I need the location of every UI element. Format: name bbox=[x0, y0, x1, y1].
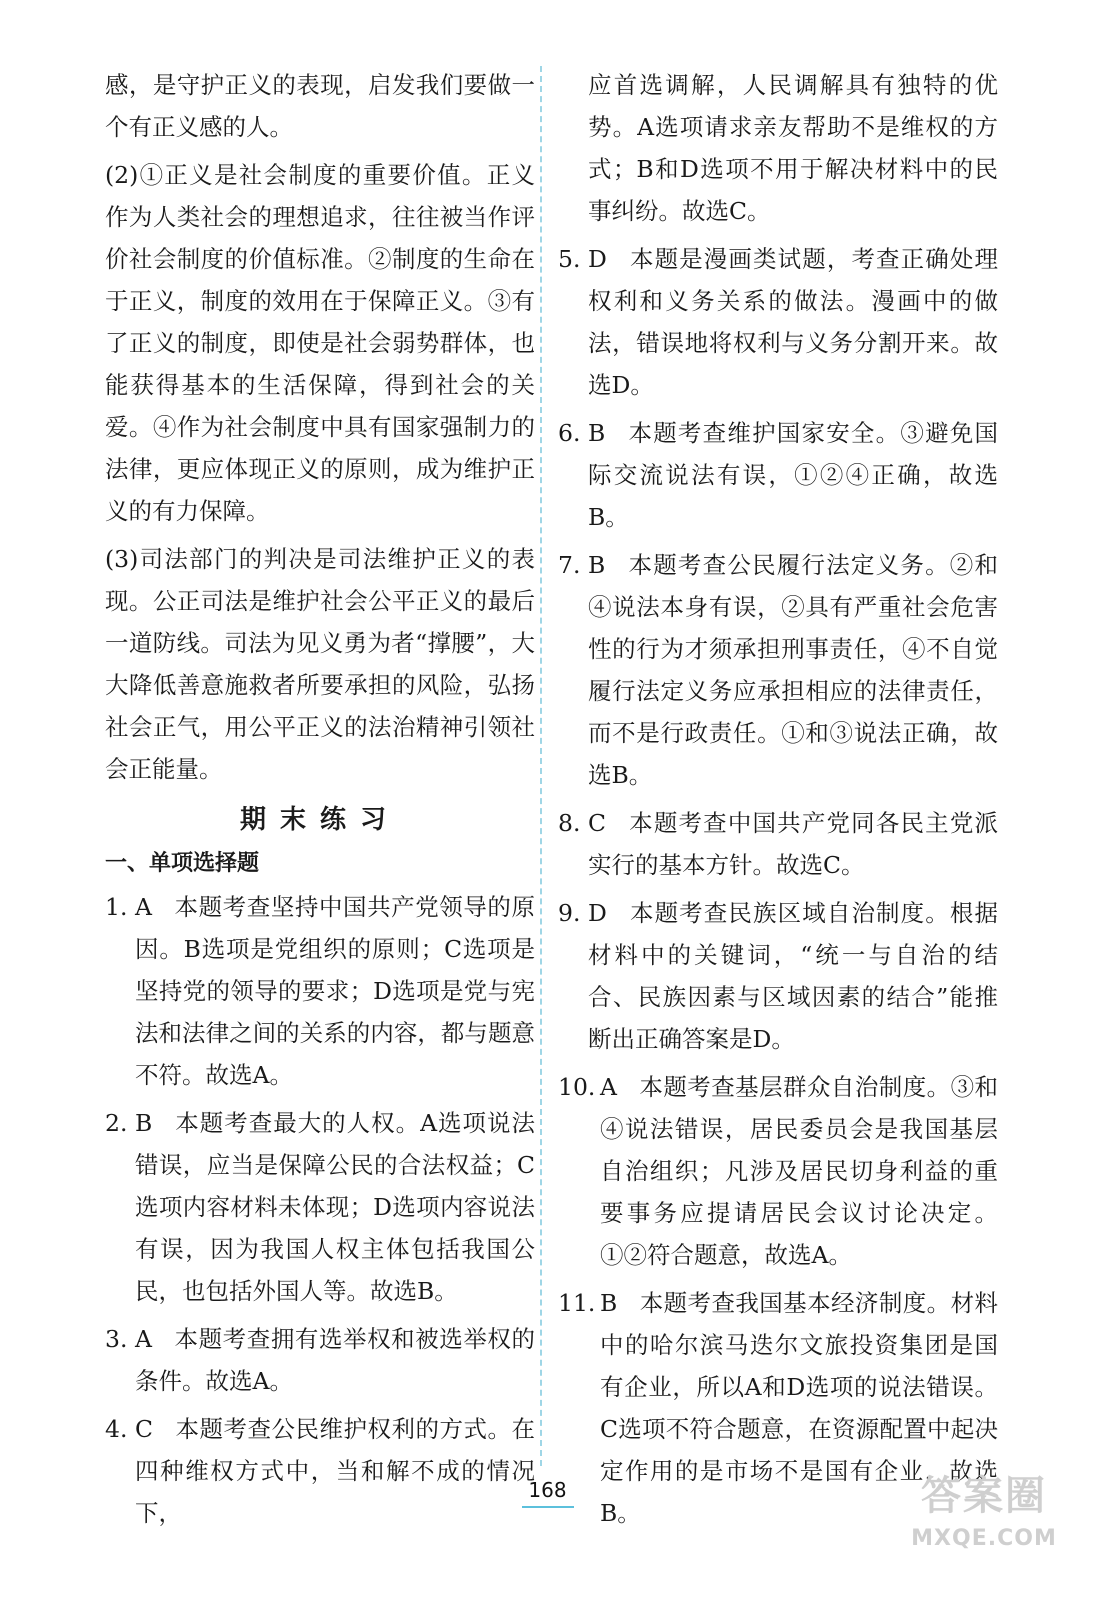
item-answer: D bbox=[588, 899, 607, 927]
item-answer: C bbox=[588, 809, 606, 837]
item-answer: A bbox=[135, 1325, 152, 1353]
right-column bbox=[558, 64, 998, 1540]
item-explanation: 本题考查最大的人权。A选项说法错误，应当是保障公民的合法权益；C选项内容材料未体现；D选项内容说法有误，因为我国人权主体包括我国公民，也包括外国人等。故选B。 bbox=[135, 1109, 535, 1305]
item-answer: B bbox=[135, 1109, 153, 1137]
item-number: 11. bbox=[558, 1289, 596, 1317]
answer-part-2: (2)①正义是社会制度的重要价值。正义作为人类社会的理想追求，往往被当作评价社会制度的价值标准。②制度的生命在于正义，制度的效用在于保障正义。③有了正义的制度，即使是社会弱势群体，也能获得基本的生活保障，得到社会的关爱。④作为社会制度中具有国家强制力的法律，更应体现正义的原则，成为维护正义的有力保障。 bbox=[105, 161, 535, 525]
item-number: 8. bbox=[558, 809, 581, 837]
item-explanation: 本题考查公民履行法定义务。②和④说法本身有误，②具有严重社会危害性的行为才须承担刑事责任，④不自觉履行法定义务应承担相应的法律责任，而不是行政责任。①和③说法正确，故选B。 bbox=[588, 551, 998, 789]
item-explanation: 本题考查维护国家安全。③避免国际交流说法有误，①②④正确，故选B。 bbox=[588, 419, 998, 531]
answer-item-1 bbox=[105, 886, 535, 1096]
item-number: 9. bbox=[558, 899, 581, 927]
item-answer: C bbox=[135, 1415, 153, 1443]
item-explanation: 本题考查我国基本经济制度。材料中的哈尔滨马迭尔文旅投资集团是国有企业，所以A和D选项的说法错误。C选项不符合题意，在资源配置中起决定作用的是市场不是国有企业，故选B。 bbox=[600, 1289, 998, 1527]
item-answer: A bbox=[135, 893, 152, 921]
item-number: 2. bbox=[105, 1109, 128, 1137]
item-answer: A bbox=[600, 1073, 617, 1101]
item-number: 3. bbox=[105, 1325, 128, 1353]
item-explanation: 本题考查基层群众自治制度。③和④说法错误，居民委员会是我国基层自治组织；凡涉及居民切身利益的重要事务应提请居民会议讨论决定。①②符合题意，故选A。 bbox=[600, 1073, 998, 1269]
item-explanation: 本题考查拥有选举权和被选举权的条件。故选A。 bbox=[135, 1325, 535, 1395]
item-explanation: 本题考查坚持中国共产党领导的原因。B选项是党组织的原则；C选项是坚持党的领导的要求；D选项是党与宪法和法律之间的关系的内容，都与题意不符。故选A。 bbox=[135, 893, 535, 1089]
item-explanation: 本题是漫画类试题，考查正确处理权利和义务关系的做法。漫画中的做法，错误地将权利与义务分割开来。故选D。 bbox=[588, 245, 998, 399]
item-answer: D bbox=[588, 245, 607, 273]
answer-item-4 bbox=[105, 1408, 535, 1534]
answer-item-6 bbox=[558, 412, 998, 538]
answer-part-3: (3)司法部门的判决是司法维护正义的表现。公正司法是维护社会公平正义的最后一道防线。司法为见义勇为者“撑腰”，大大降低善意施救者所要承担的风险，弘扬社会正气，用公平正义的法治精神引领社会正能量。 bbox=[105, 545, 535, 783]
item-number: 4. bbox=[105, 1415, 128, 1443]
item-answer: B bbox=[600, 1289, 618, 1317]
item-number: 1. bbox=[105, 893, 128, 921]
item-number: 5. bbox=[558, 245, 581, 273]
item-number: 10. bbox=[558, 1073, 596, 1101]
item-answer: B bbox=[588, 551, 606, 579]
watermark-text: 答案圈 bbox=[921, 1473, 1047, 1519]
page-number-underline bbox=[522, 1506, 574, 1508]
watermark-url: MXQE.COM bbox=[911, 1526, 1057, 1551]
item-explanation: 本题考查民族区域自治制度。根据材料中的关键词，“统一与自治的结合、民族因素与区域因素的结合”能推断出正确答案是D。 bbox=[588, 899, 998, 1053]
answer-item-9 bbox=[558, 892, 998, 1060]
answer-item-5 bbox=[558, 238, 998, 406]
page-number: 168 bbox=[528, 1478, 567, 1502]
watermark-logo bbox=[899, 1468, 1069, 1578]
continued-answer-4: 应首选调解，人民调解具有独特的优势。A选项请求亲友帮助不是维权的方式；B和D选项不用于解决材料中的民事纠纷。故选C。 bbox=[588, 71, 998, 225]
item-explanation: 本题考查公民维护权利的方式。在四种维权方式中，当和解不成的情况下， bbox=[135, 1415, 535, 1527]
section-title: 期末练习 bbox=[239, 805, 400, 835]
item-number: 7. bbox=[558, 551, 581, 579]
item-explanation: 本题考查中国共产党同各民主党派实行的基本方针。故选C。 bbox=[588, 809, 998, 879]
item-answer: B bbox=[588, 419, 606, 447]
left-column bbox=[105, 64, 535, 1540]
question-type-heading: 一、单项选择题 bbox=[105, 851, 260, 876]
answer-item-2 bbox=[105, 1102, 535, 1312]
answer-item-7 bbox=[558, 544, 998, 796]
continued-answer-1: 感，是守护正义的表现，启发我们要做一个有正义感的人。 bbox=[105, 71, 535, 141]
answer-item-8 bbox=[558, 802, 998, 886]
column-divider bbox=[540, 66, 542, 1466]
item-number: 6. bbox=[558, 419, 581, 447]
answer-item-3 bbox=[105, 1318, 535, 1402]
answer-item-10 bbox=[558, 1066, 998, 1276]
